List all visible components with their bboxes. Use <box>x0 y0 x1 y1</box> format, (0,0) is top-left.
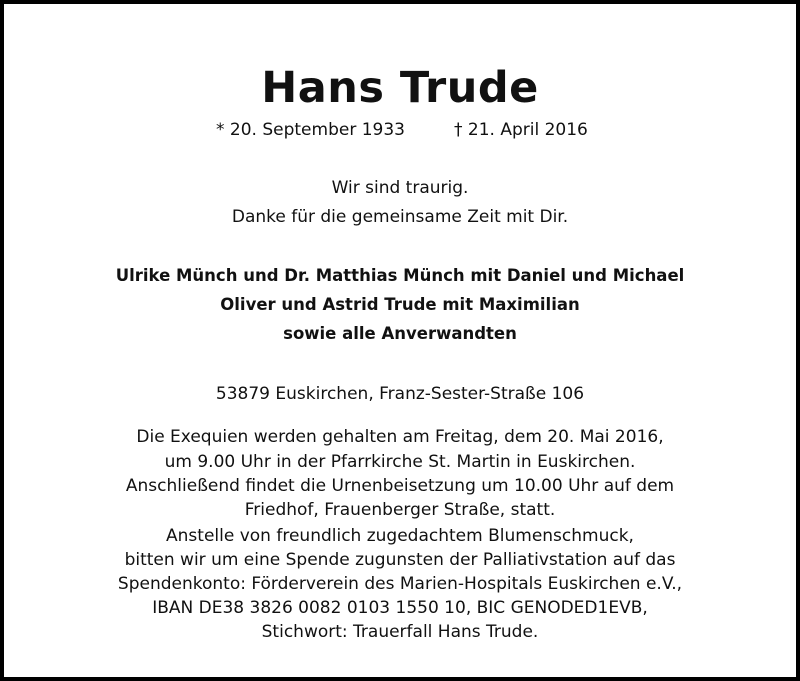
family-line: Oliver und Astrid Trude mit Maximilian <box>220 295 580 314</box>
donation-line: Anstelle von freundlich zugedachtem Blumenschmuck, <box>166 526 634 546</box>
donation-line: Spendenkonto: Förderverein des Marien-Hospitals Euskirchen e.V., <box>117 574 683 594</box>
funeral-line: um 9.00 Uhr in der Pfarrkirche St. Martin in Euskirchen. <box>164 452 636 472</box>
donation-line: bitten wir um eine Spende zugunsten der Palliativstation auf das <box>124 550 676 570</box>
motto-line: Wir sind traurig. <box>331 178 469 198</box>
obituary-notice <box>4 4 796 677</box>
address-line: 53879 Euskirchen, Franz-Sester-Straße 106 <box>215 384 585 404</box>
funeral-line: Friedhof, Frauenberger Straße, statt. <box>244 500 556 520</box>
donation-line: IBAN DE38 3826 0082 0103 1550 10, BIC GENODED1EVB, <box>152 598 648 618</box>
death-date: † 21. April 2016 <box>454 120 588 140</box>
motto-line: Danke für die gemeinsame Zeit mit Dir. <box>231 207 569 227</box>
deceased-name: Hans Trude <box>261 63 539 113</box>
family-line: sowie alle Anverwandten <box>283 324 517 343</box>
funeral-line: Anschließend findet die Urnenbeisetzung um 10.00 Uhr auf dem <box>125 476 675 496</box>
family-line: Ulrike Münch und Dr. Matthias Münch mit Daniel und Michael <box>115 266 685 285</box>
birth-date: * 20. September 1933 <box>216 120 405 140</box>
funeral-line: Die Exequien werden gehalten am Freitag, dem 20. Mai 2016, <box>136 427 664 447</box>
donation-line: Stichwort: Trauerfall Hans Trude. <box>261 622 539 642</box>
